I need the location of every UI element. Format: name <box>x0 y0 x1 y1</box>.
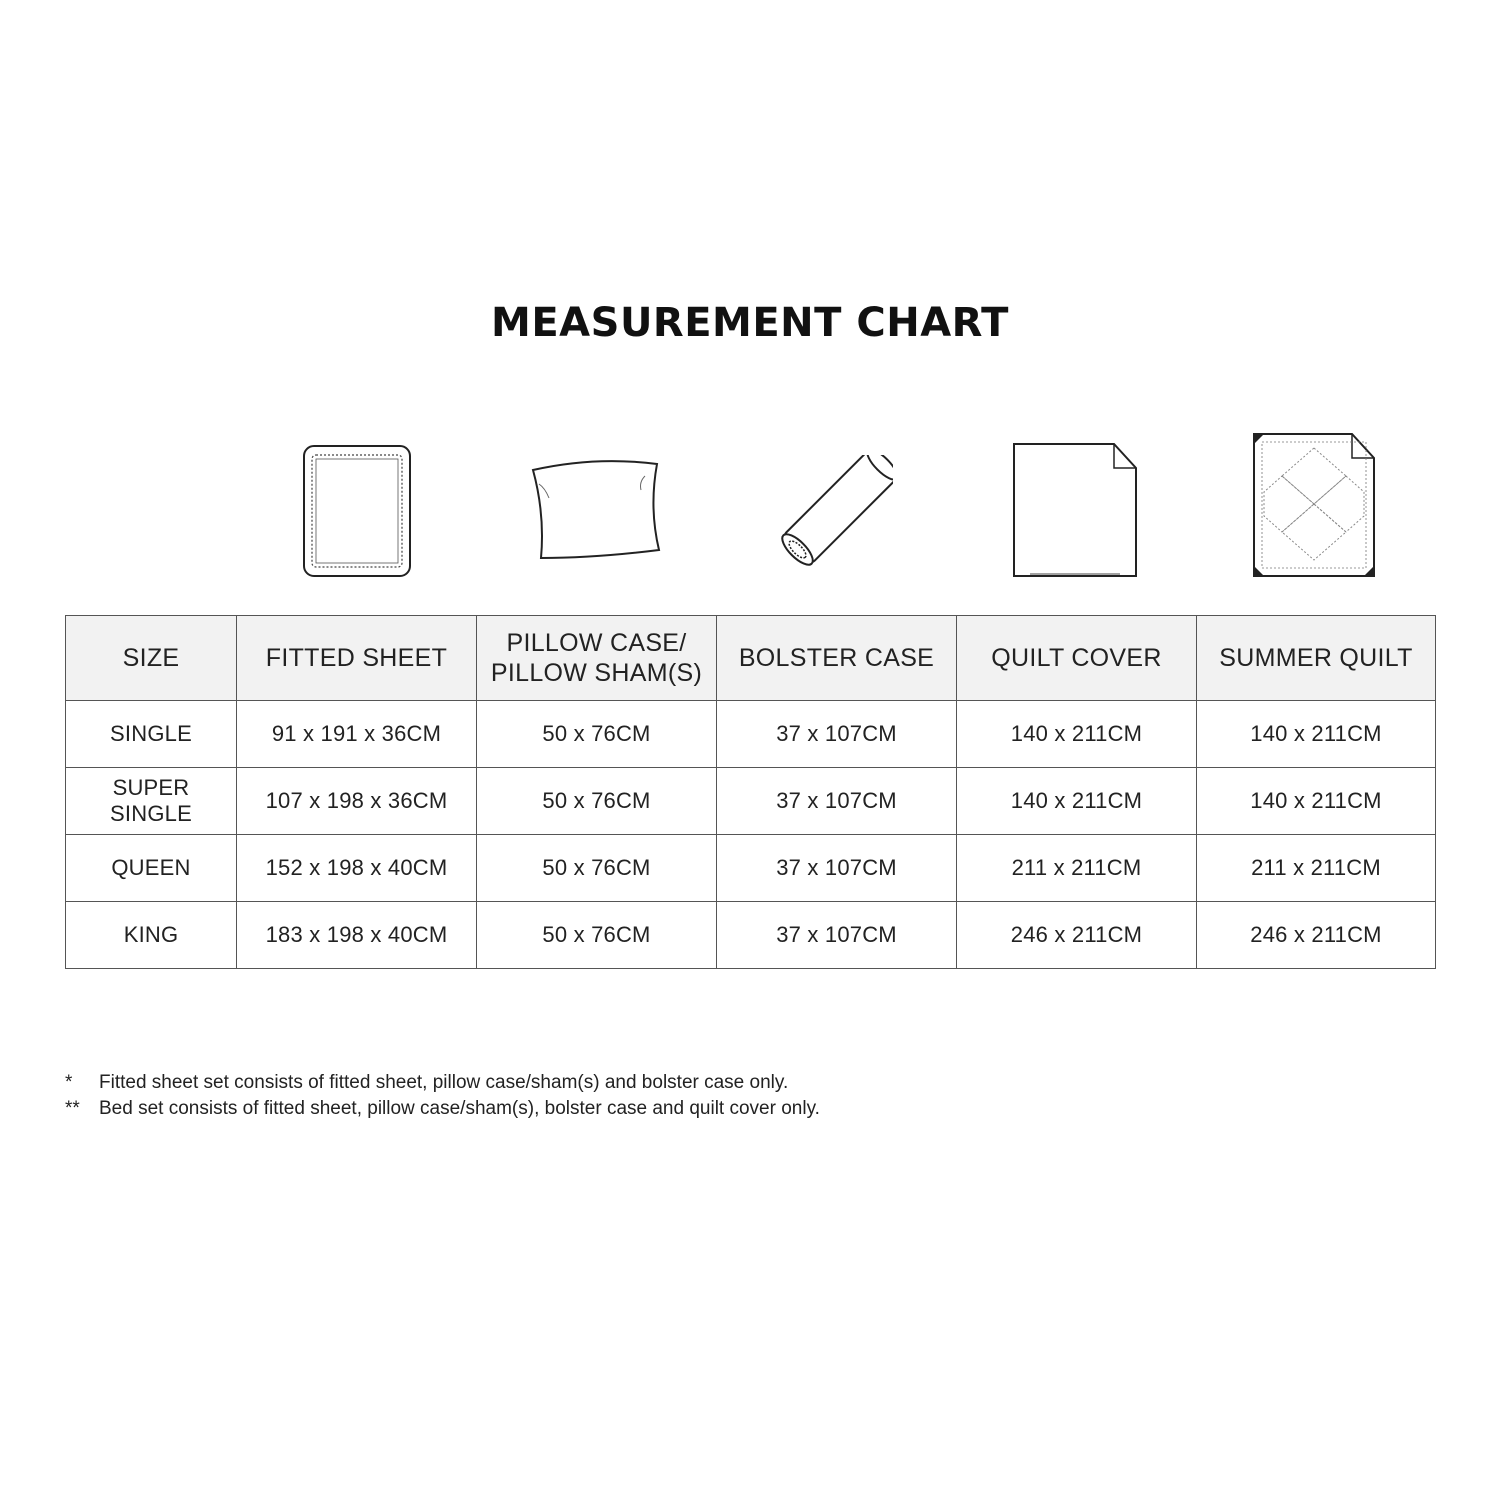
footnote-marker: ** <box>65 1098 80 1119</box>
pillow-case-cell: 50 x 76CM <box>477 835 717 902</box>
footnote-fitted-sheet-set <box>65 1070 820 1096</box>
page-title: MEASUREMENT CHART <box>491 300 1009 346</box>
column-header-pillow-case: PILLOW CASE/ PILLOW SHAM(S) <box>477 616 717 701</box>
bolster-case-cell: 37 x 107CM <box>717 835 957 902</box>
pillow-case-cell: 50 x 76CM <box>477 701 717 768</box>
quilt-cover-cell: 140 x 211CM <box>957 768 1197 835</box>
column-header-fitted-sheet: FITTED SHEET <box>237 616 477 701</box>
size-cell: QUEEN <box>66 835 237 902</box>
pillow-case-icon <box>525 458 665 564</box>
summer-quilt-cell: 211 x 211CM <box>1197 835 1436 902</box>
summer-quilt-cell: 246 x 211CM <box>1197 902 1436 969</box>
table-header-row <box>66 616 1436 701</box>
footnote-text: Bed set consists of fitted sheet, pillow case/sham(s), bolster case and quilt cover only. <box>99 1098 820 1119</box>
quilt-cover-cell: 140 x 211CM <box>957 701 1197 768</box>
size-cell: SUPER SINGLE <box>66 768 237 835</box>
quilt-cover-cell: 211 x 211CM <box>957 835 1197 902</box>
bolster-case-cell: 37 x 107CM <box>717 768 957 835</box>
fitted-sheet-cell: 91 x 191 x 36CM <box>237 701 477 768</box>
table-row <box>66 835 1436 902</box>
size-cell: KING <box>66 902 237 969</box>
summer-quilt-cell: 140 x 211CM <box>1197 768 1436 835</box>
quilt-cover-icon <box>1010 440 1140 580</box>
quilt-cover-cell: 246 x 211CM <box>957 902 1197 969</box>
bolster-case-cell: 37 x 107CM <box>717 902 957 969</box>
fitted-sheet-icon <box>300 442 414 580</box>
bolster-case-icon <box>778 455 893 570</box>
pillow-case-cell: 50 x 76CM <box>477 768 717 835</box>
measurement-table <box>65 615 1436 969</box>
fitted-sheet-cell: 183 x 198 x 40CM <box>237 902 477 969</box>
column-header-summer-quilt: SUMMER QUILT <box>1197 616 1436 701</box>
column-header-bolster-case: BOLSTER CASE <box>717 616 957 701</box>
fitted-sheet-cell: 107 x 198 x 36CM <box>237 768 477 835</box>
table-row <box>66 768 1436 835</box>
table-row <box>66 902 1436 969</box>
pillow-case-cell: 50 x 76CM <box>477 902 717 969</box>
size-cell: SINGLE <box>66 701 237 768</box>
column-header-size: SIZE <box>66 616 237 701</box>
summer-quilt-icon <box>1250 430 1380 580</box>
bolster-case-cell: 37 x 107CM <box>717 701 957 768</box>
table-row <box>66 701 1436 768</box>
footnote-marker: * <box>65 1072 73 1093</box>
column-header-quilt-cover: QUILT COVER <box>957 616 1197 701</box>
fitted-sheet-cell: 152 x 198 x 40CM <box>237 835 477 902</box>
footnote-text: Fitted sheet set consists of fitted sheet, pillow case/sham(s) and bolster case only. <box>99 1072 789 1093</box>
footnotes <box>65 1070 820 1122</box>
summer-quilt-cell: 140 x 211CM <box>1197 701 1436 768</box>
footnote-bed-set <box>65 1096 820 1122</box>
